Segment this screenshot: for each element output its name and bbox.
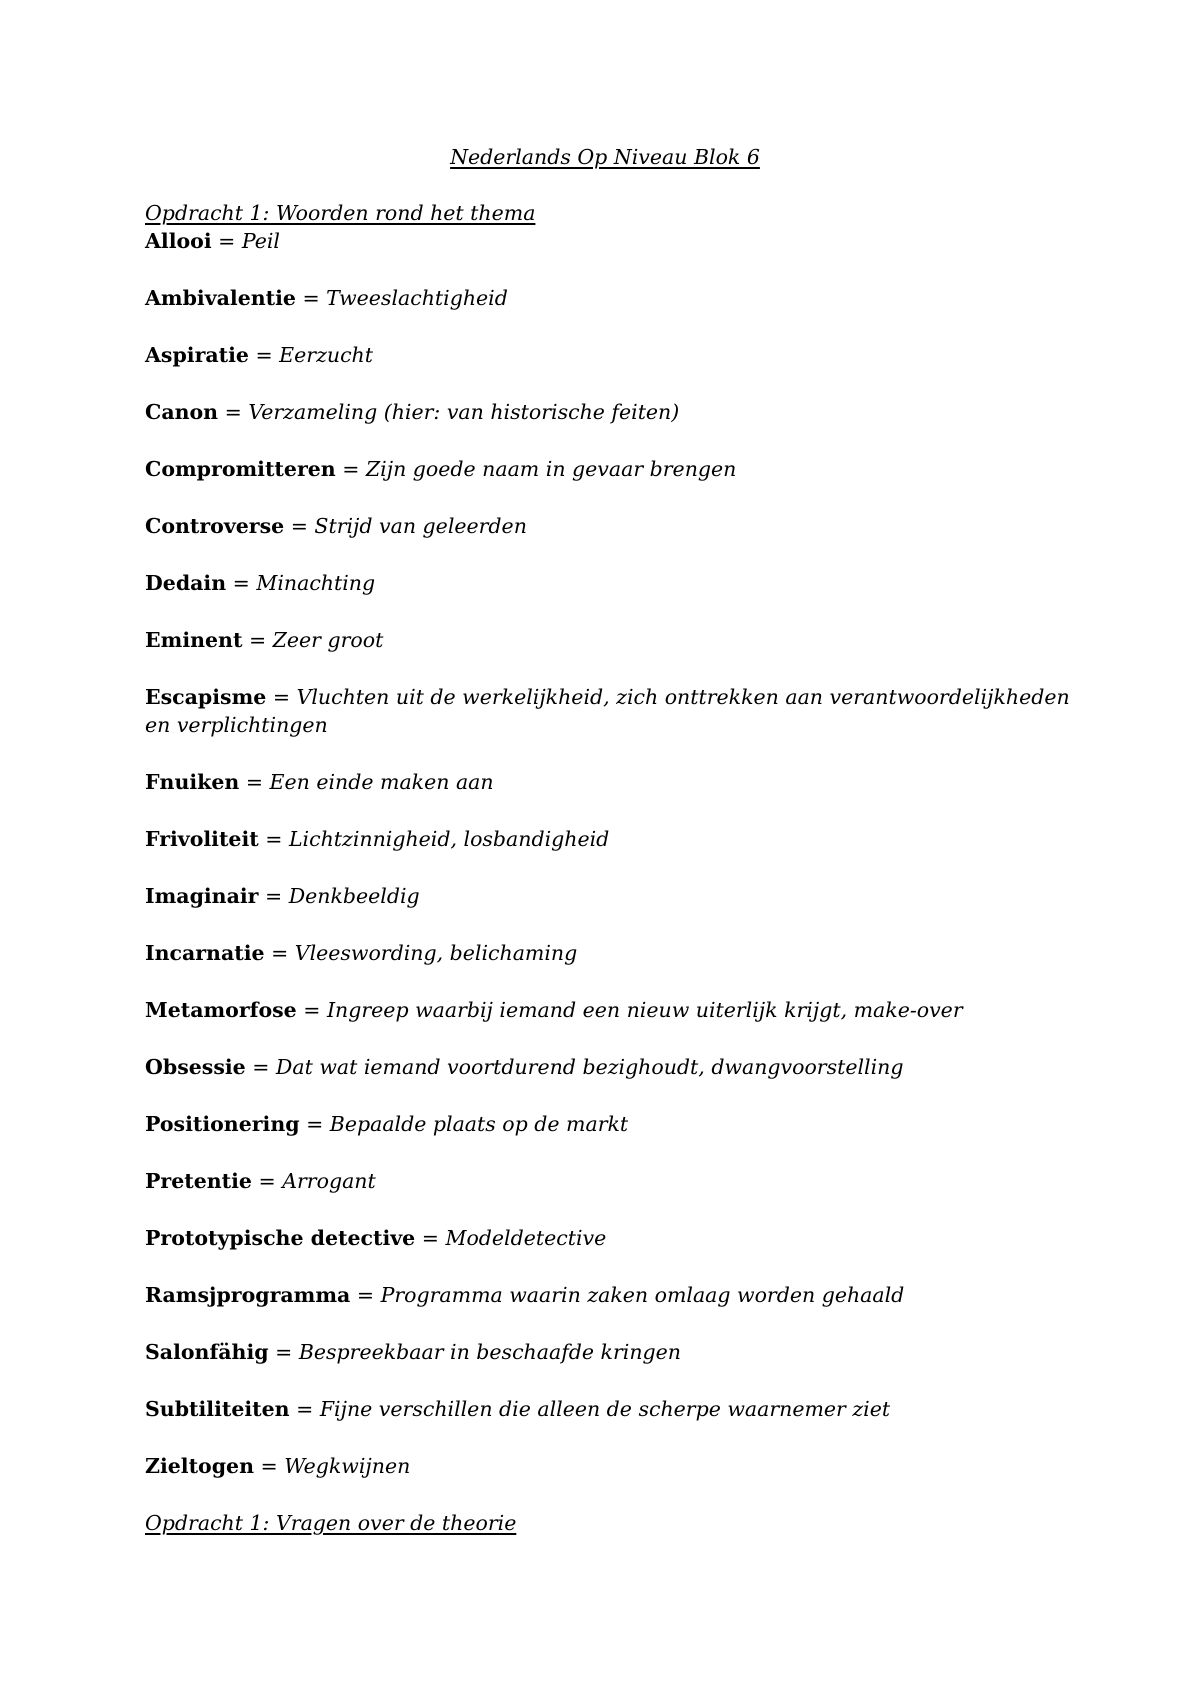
term-word: Incarnatie [145, 941, 265, 965]
term-separator: = [284, 514, 315, 538]
term-word: Allooi [145, 229, 212, 253]
term-definition: Arrogant [282, 1169, 376, 1193]
document-title: Nederlands Op Niveau Blok 6 [450, 145, 760, 169]
term-definition: Peil [241, 229, 280, 253]
term-entry [145, 939, 1075, 967]
term-word: Salonfähig [145, 1340, 269, 1364]
term-word: Obsessie [145, 1055, 246, 1079]
term-word: Controverse [145, 514, 285, 538]
term-definition: Minachting [256, 571, 376, 595]
term-entry [145, 1224, 1075, 1252]
term-separator: = [258, 827, 289, 851]
term-definition: Een einde maken aan [269, 770, 494, 794]
document-content [145, 143, 1075, 1537]
term-entry [145, 825, 1075, 853]
term-separator: = [239, 770, 270, 794]
term-entry [145, 1167, 1075, 1195]
term-entry [145, 626, 1075, 654]
term-word: Metamorfose [145, 998, 297, 1022]
term-definition: Programma waarin zaken omlaag worden gehaald [380, 1283, 905, 1307]
term-separator: = [264, 941, 295, 965]
term-separator: = [268, 1340, 299, 1364]
term-separator: = [218, 400, 249, 424]
term-entry [145, 227, 1075, 255]
term-entry [145, 882, 1075, 910]
term-word: Ramsjprogramma [145, 1283, 351, 1307]
term-entry [145, 1395, 1075, 1423]
term-word: Fnuiken [145, 770, 240, 794]
term-definition: Lichtzinnigheid, losbandigheid [288, 827, 610, 851]
term-entry [145, 341, 1075, 369]
term-separator: = [254, 1454, 285, 1478]
term-entry [145, 1053, 1075, 1081]
term-definition: Wegkwijnen [284, 1454, 411, 1478]
term-separator: = [289, 1397, 320, 1421]
term-definition: Eerzucht [279, 343, 373, 367]
term-separator: = [296, 998, 327, 1022]
term-word: Ambivalentie [145, 286, 296, 310]
term-entry [145, 398, 1075, 426]
term-separator: = [245, 1055, 276, 1079]
term-separator: = [226, 571, 257, 595]
term-separator: = [211, 229, 242, 253]
term-word: Pretentie [145, 1169, 252, 1193]
section-heading-woorden: Opdracht 1: Woorden rond het thema [145, 201, 536, 225]
term-separator: = [251, 1169, 283, 1193]
section-heading-vragen: Opdracht 1: Vragen over de theorie [145, 1511, 517, 1535]
term-word: Dedain [145, 571, 227, 595]
term-word: Positionering [145, 1112, 300, 1136]
term-definition: Zeer groot [272, 628, 384, 652]
term-definition: Zijn goede naam in gevaar brengen [365, 457, 737, 481]
term-entry [145, 1452, 1075, 1480]
term-definition: Verzameling (hier: van historische feiten) [248, 400, 680, 424]
term-word: Imaginair [145, 884, 259, 908]
term-word: Subtiliteiten [145, 1397, 290, 1421]
term-definition: Bespreekbaar in beschaafde kringen [298, 1340, 681, 1364]
term-entry [145, 1110, 1075, 1138]
term-entry [145, 768, 1075, 796]
term-word: Canon [145, 400, 219, 424]
term-separator: = [335, 457, 366, 481]
term-separator: = [248, 343, 280, 367]
term-word: Escapisme [145, 685, 267, 709]
term-entry [145, 512, 1075, 540]
term-definition: Modeldetective [445, 1226, 607, 1250]
term-separator: = [295, 286, 327, 310]
term-separator: = [242, 628, 273, 652]
term-word: Aspiratie [145, 343, 249, 367]
term-word: Frivoliteit [145, 827, 259, 851]
term-entry [145, 1281, 1075, 1309]
term-list [145, 227, 1075, 1480]
term-entry [145, 455, 1075, 483]
term-separator: = [266, 685, 297, 709]
term-definition: Tweeslachtigheid [326, 286, 508, 310]
term-word: Eminent [145, 628, 243, 652]
term-separator: = [415, 1226, 446, 1250]
term-definition: Denkbeeldig [288, 884, 420, 908]
term-entry [145, 1338, 1075, 1366]
term-entry [145, 284, 1075, 312]
term-word: Zieltogen [145, 1454, 255, 1478]
term-entry [145, 683, 1075, 739]
term-separator: = [350, 1283, 381, 1307]
term-word: Compromitteren [145, 457, 336, 481]
term-definition: Ingreep waarbij iemand een nieuw uiterlijk krijgt, make-over [326, 998, 963, 1022]
term-entry [145, 996, 1075, 1024]
term-entry [145, 569, 1075, 597]
term-word: Prototypische detective [145, 1226, 416, 1250]
term-separator: = [299, 1112, 330, 1136]
term-definition: Vluchten uit de werkelijkheid, zich onttrekken aan verantwoordelijkheden en verplichtingen [145, 685, 1070, 737]
term-definition: Dat wat iemand voortdurend bezighoudt, dwangvoorstelling [275, 1055, 904, 1079]
term-separator: = [258, 884, 289, 908]
term-definition: Fijne verschillen die alleen de scherpe waarnemer ziet [319, 1397, 891, 1421]
term-definition: Vleeswording, belichaming [294, 941, 578, 965]
term-definition: Strijd van geleerden [314, 514, 527, 538]
term-definition: Bepaalde plaats op de markt [329, 1112, 629, 1136]
